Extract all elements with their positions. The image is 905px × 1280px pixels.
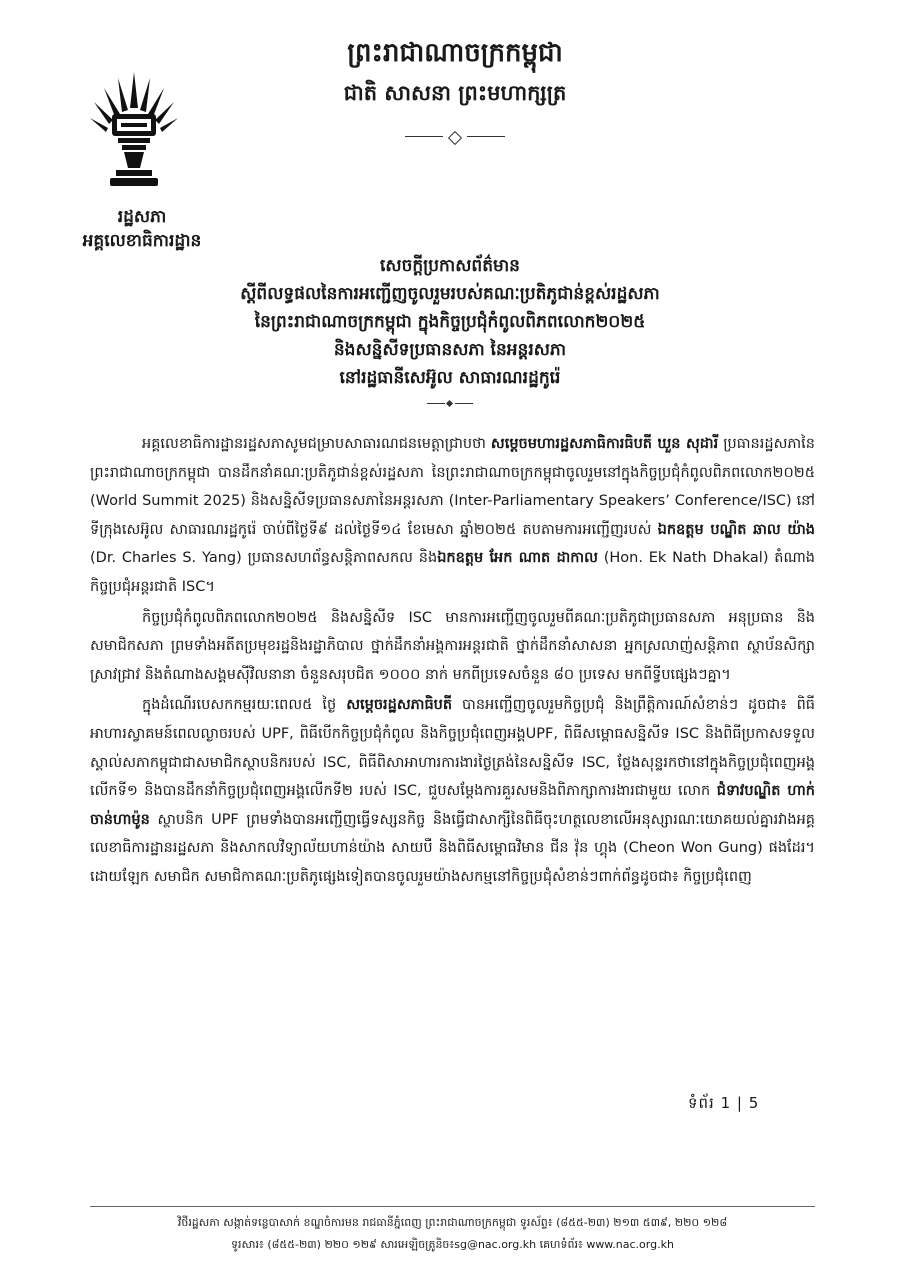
kingdom-name: ព្រះរាជាណាចក្រកម្ពុជា — [347, 38, 563, 68]
issuing-organization — [52, 205, 232, 253]
title-line-5: នៅរដ្ឋធានីសេអ៊ូល សាធារណរដ្ឋកូរ៉េ — [339, 368, 561, 388]
footer-divider — [90, 1206, 815, 1207]
document-title — [150, 252, 750, 408]
organization-name: រដ្ឋសភា — [117, 207, 167, 227]
national-motto: ជាតិ សាសនា ព្រះមហាក្សត្រ — [343, 80, 567, 105]
footer-contact: ទូរសារ៖ (៨៥៥-២៣) ២២០ ១២៩ សារអេឡិចត្រូនិច៖sg@nac.org.kh គេហទំព័រ៖ www.nac.org.kh — [231, 1238, 674, 1251]
header-divider — [405, 132, 505, 142]
national-assembly-emblem-icon — [88, 68, 180, 190]
footer-address: វិថីរដ្ឋសភា សង្កាត់ទន្លេបាសាក់ ខណ្ឌចំការមន រាជធានីភ្នំពេញ ព្រះរាជាណាចក្រកម្ពុជា ទូរស័ព្ទ៖ (៨៥៥-២៣) ២១៣ ៥៣៩, ២២០ ១២៨ — [177, 1216, 728, 1229]
paragraph-3: ក្នុងដំណើរបេសកកម្មរយៈពេល៥ ថ្ងៃ សម្តេចរដ្ឋសភាធិបតី បានអញ្ជើញចូលរួមកិច្ចប្រជុំ និងព្រឹត្តិការណ៍សំខាន់ៗ ដូចជា៖ ពិធីអាហារស្វាគមន៍ពេលល្ងាចរបស់ UPF, ពិធីបើកកិច្ចប្រជុំកំពូល និងកិច្ចប្រជុំពេញអង្គUPF, ពិធីសម្ពោធសន្និសីទ ISC និងពិធីប្រកាសទទួលស្គាល់សភាកម្ពុជាជាសមាជិកស្ថាបនិករបស់ ISC, ពិធីពិសាអាហារការងារថ្ងៃត្រង់នៃសន្និសីទ ISC, ថ្លែងសុន្ទរកថានៅក្នុងកិច្ចប្រជុំពេញអង្គលើកទី១ និងបានដឹកនាំកិច្ចប្រជុំពេញអង្គលើកទី២ របស់ ISC, ជួបសម្តែងការគួរសមនិងពិភាក្សាការងារជាមួយ លោក ជំទាវបណ្ឌិត ហាក់ ចាន់ហាម៉ូន ស្ថាបនិក UPF ព្រមទាំងបានអញ្ជើញធ្វើទស្សនកិច្ច និងធ្វើជាសាក្សីនៃពិធីចុះហត្ថលេខាលើអនុស្សារណៈយោគយល់គ្នារវាងអគ្គលេខាធិការដ្ឋានរដ្ឋសភា និងសាកលវិទ្យាល័យហាន់យ៉ាង សាយបឺ និងពិធីសម្ពោធវិមាន ជីន វ៉ុន ហ្គុង (Cheon Won Gung) ផងដែរ។ ដោយឡែក សមាជិក សមាជិកាគណៈប្រតិភូផ្សេងទៀតបានចូលរួមយ៉ាងសកម្មនៅកិច្ចប្រជុំសំខាន់ៗពាក់ព័ន្ធដូចជា៖ កិច្ចប្រជុំពេញ — [90, 697, 815, 885]
document-body — [90, 430, 815, 894]
page-header — [290, 34, 620, 142]
title-line-3: នៃព្រះរាជាណាចក្រកម្ពុជា ក្នុងកិច្ចប្រជុំកំពូលពិភពលោក២០២៥ — [254, 312, 646, 332]
organization-department: អគ្គលេខាធិការដ្ឋាន — [82, 231, 202, 251]
title-line-1: សេចក្តីប្រកាសព័ត៌មាន — [380, 256, 520, 276]
page-number: ទំព័រ 1 | 5 — [688, 1094, 760, 1112]
paragraph-1: អគ្គលេខាធិការដ្ឋានរដ្ឋសភាសូមជម្រាបសាធារណជនមេត្តាជ្រាបថា សម្តេចមហារដ្ឋសភាធិការធិបតី ឃួន សុដារី ប្រធានរដ្ឋសភានៃព្រះរាជាណាចក្រកម្ពុជា បានដឹកនាំគណៈប្រតិភូជាន់ខ្ពស់រដ្ឋសភា នៃព្រះរាជាណាចក្រកម្ពុជាចូលរួមនៅក្នុងកិច្ចប្រជុំកំពូលពិភពលោក២០២៥ (World Summit 2025) និងសន្និសីទប្រធានសភានៃអន្តរសភា (Inter-Parliamentary Speakers’ Conference/ISC) នៅទីក្រុងសេអ៊ូល សាធារណរដ្ឋកូរ៉េ ចាប់ពីថ្ងៃទី៩ ដល់ថ្ងៃទី១៤ ខែមេសា ឆ្នាំ២០២៥ តបតាមការអញ្ជើញរបស់ ឯកឧត្តម បណ្ឌិត ឆាល យ៉ាង (Dr. Charles S. Yang) ប្រធានសហព័ន្ធសន្តិភាពសកល និងឯកឧត្តម អែក ណាត ដាកាល (Hon. Ek Nath Dhakal) តំណាងកិច្ចប្រជុំអន្តរជាតិ ISC។ — [90, 436, 815, 595]
title-line-4: និងសន្និសីទប្រធានសភា នៃអន្តរសភា — [333, 340, 567, 360]
title-line-2: ស្តីពីលទ្ធផលនៃការអញ្ជើញចូលរួមរបស់គណៈប្រតិភូជាន់ខ្ពស់រដ្ឋសភា — [240, 284, 660, 304]
page-footer — [90, 1212, 815, 1256]
paragraph-2: កិច្ចប្រជុំកំពូលពិភពលោក២០២៥ និងសន្និសីទ ISC មានការអញ្ជើញចូលរួមពីគណៈប្រតិភូជាប្រធានសភា អនុប្រធាន និងសមាជិកសភា ព្រមទាំងអតីតប្រមុខរដ្ឋនិងរដ្ឋាភិបាល ថ្នាក់ដឹកនាំអង្គការអន្តរជាតិ ថ្នាក់ដឹកនាំសាសនា អ្នកស្រលាញ់សន្តិភាព ស្ថាប័នសិក្សាស្រាវជ្រាវ និងតំណាងសង្គមស៊ីវិលនានា ចំនួនសរុបជិត ១០០០ នាក់ មកពីប្រទេសចំនួន ៨០ ប្រទេស មកពីទ្វីបផ្សេងៗគ្នា។ — [90, 609, 815, 683]
title-divider — [427, 400, 473, 408]
